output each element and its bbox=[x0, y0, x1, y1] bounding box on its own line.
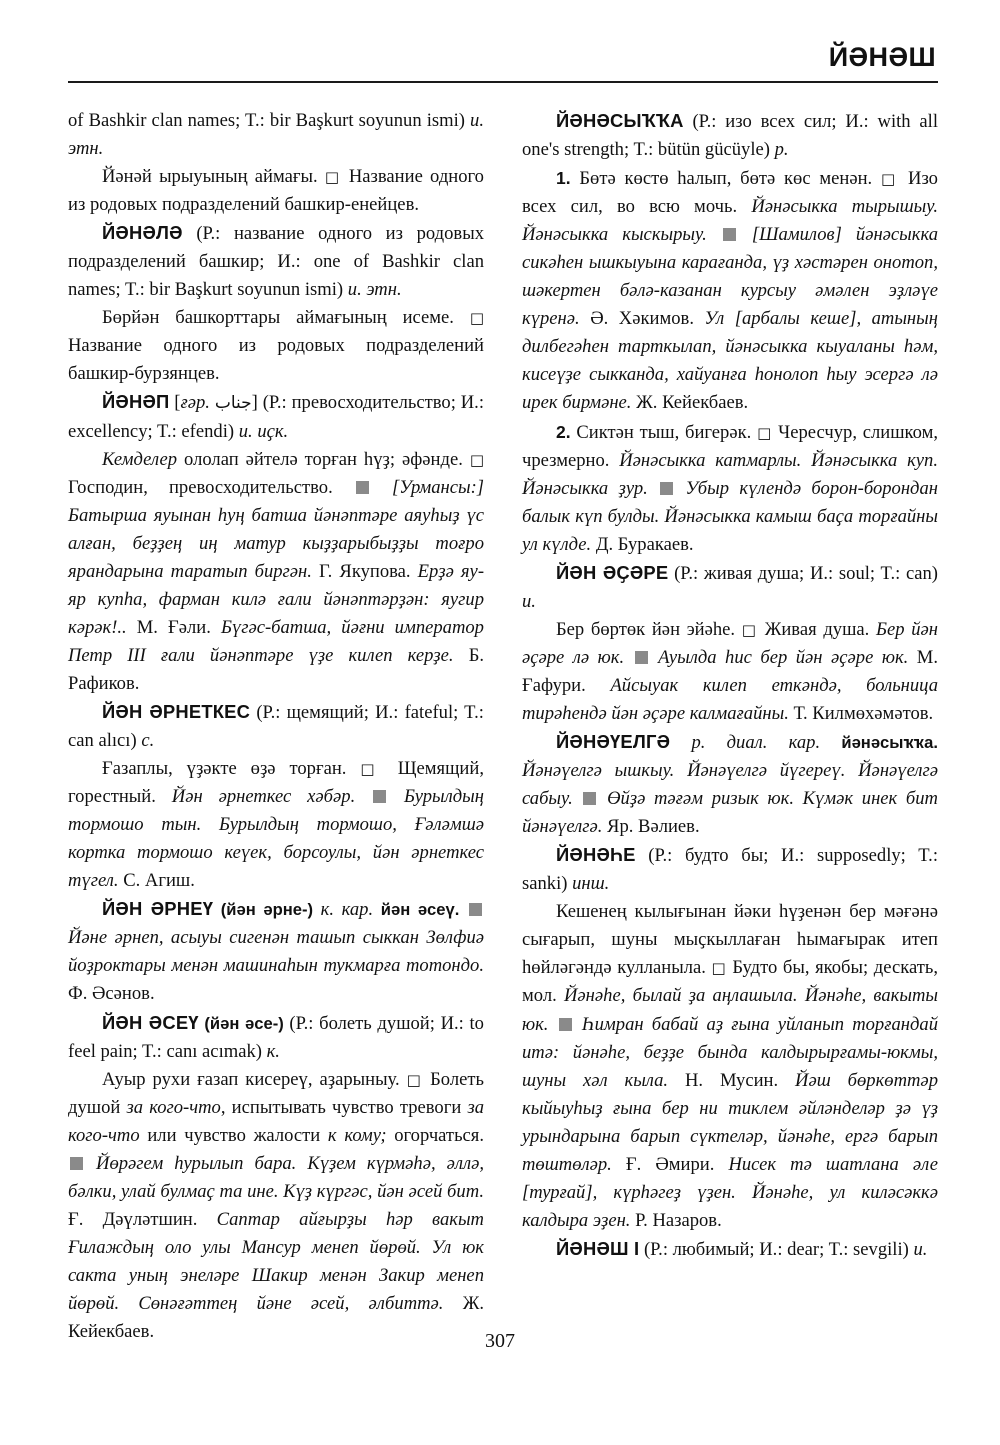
running-head: ЙӘНӘШ bbox=[828, 42, 936, 72]
citation-source: Б. Рафиков. bbox=[68, 644, 485, 694]
citation-source: М. Ғәли. bbox=[136, 616, 211, 638]
entry-yanash-1 bbox=[522, 1235, 938, 1264]
sense-number: 1. bbox=[556, 168, 571, 189]
definition-russian: Название одного из родовых подразделений башкир-бурзянцев. bbox=[68, 335, 484, 385]
headword-stem: (йән әрне-) bbox=[220, 900, 314, 920]
definition-russian-italic: за кого-что bbox=[126, 1096, 221, 1118]
pos-label: р. диал. кар. bbox=[691, 732, 821, 754]
open-square-marker-icon: □ bbox=[757, 423, 773, 442]
filled-square-marker-icon bbox=[356, 481, 369, 494]
headword: ЙӘНӘҺЕ bbox=[556, 844, 636, 866]
page-number: 307 bbox=[485, 1330, 515, 1352]
citation-source: М. Ғафури. bbox=[522, 646, 938, 696]
usage-example: Йән әрнеткес хәбәр. bbox=[171, 786, 356, 808]
sense-number: 2. bbox=[556, 421, 571, 442]
entry-yan-aseu-definition bbox=[68, 1066, 484, 1346]
entry-yan-arney bbox=[68, 895, 484, 1008]
two-column-body bbox=[68, 107, 938, 1346]
filled-square-marker-icon bbox=[583, 792, 596, 805]
definition-russian: Щемящий, горестный. bbox=[68, 758, 484, 808]
citation-text: Ул [арбалы кеше], атының дилбегәһен тарткылап, йәнәсыкка кыуаланы һәм, кисеүҙе сыкканда, хайуанға һонолоп һыу эсергә лә ирек бирмәне. bbox=[522, 308, 938, 414]
citation-source: Ж. Кейекбаев. bbox=[636, 392, 749, 414]
citation-text: Нисек тә шатлана әле [турғай], күрһәгеҙ үҙен. Йәнәһе, ул киләсәккә калдыра эҙен. bbox=[522, 1153, 938, 1231]
citation-source: Р. Назаров. bbox=[635, 1209, 722, 1231]
open-square-marker-icon: □ bbox=[880, 170, 900, 189]
entry-yanasykka-sense-2 bbox=[522, 418, 938, 559]
citation-text: Өйҙә тәғәм ризык юк. Күмәк инек бит йәнәүелгә. bbox=[522, 788, 938, 838]
entry-yanahe-definition bbox=[522, 898, 938, 1235]
definition-russian: Изо всех сил, во всю мочь. bbox=[522, 168, 938, 218]
citation-text: Йөрәгем һурылып бара. Күҙем күрмәһә, әллә, бәлки, улай булмаҫ та ине. Күҙ күргәс, йән әсей бит. bbox=[68, 1152, 484, 1202]
headword: ЙӘНӘШ I bbox=[556, 1237, 640, 1259]
filled-square-marker-icon bbox=[469, 903, 482, 916]
gloss: (Р.: изо всех сил; И.: with all one's strength; T.: bütün gücüyle) bbox=[522, 111, 938, 161]
citation-source: Яр. Вәлиев. bbox=[607, 816, 700, 838]
entry-yanap-head bbox=[68, 388, 484, 445]
definition-russian-part: огорчаться. bbox=[386, 1124, 484, 1146]
entry-yan-asare-definition bbox=[522, 616, 938, 728]
entry-continuation-gloss bbox=[68, 107, 484, 163]
definition-bashkir: Ауыр рухи ғазап кисереү, аҙарыныу. bbox=[102, 1068, 400, 1090]
definition-bashkir: Бөрйән башкорттары аймағының исеме. bbox=[102, 307, 454, 329]
citation-text: Йәш бөркөттәр кыйыуһыҙ ғына бер ни тиклем әйләнделәр ҙә үҙ урындарына барып сүктеләр, йәнәһе, ергә барып төштөләр. bbox=[522, 1069, 938, 1175]
gloss: (Р.: болеть душой; И.: to feel pain; T.: canı acımak) bbox=[68, 1012, 484, 1062]
definition-russian-italic: к кому; bbox=[327, 1124, 387, 1146]
citation-text: Саптар айғырҙы һәр вакыт Ғилаждың оло улы Мансур менеп йөрөй. Ул юк сакта уның энеләре Шакир менән Закир менеп йөрөй. Сөнәғәттең йәне әсей, әлбиттә. bbox=[68, 1208, 484, 1314]
gloss: (Р.: будто бы; И.: supposedly; T.: sanki) bbox=[522, 845, 938, 895]
open-square-marker-icon: □ bbox=[324, 168, 342, 187]
cross-reference[interactable]: йән әсеү. bbox=[380, 900, 460, 920]
entry-yan-asare-head bbox=[522, 559, 938, 616]
open-square-marker-icon: □ bbox=[469, 309, 484, 328]
citation-text: Ауылда һис бер йән әҫәре юк. bbox=[658, 646, 909, 668]
definition-keyword: Кемделер bbox=[102, 448, 178, 470]
pos-label: р. bbox=[774, 139, 789, 161]
entry-yanap-definition bbox=[68, 446, 484, 698]
gloss: (Р.: название одного из родовых подразделений башкир; И.: one of Bashkir clan names; T.: bir Başkurt soyunun ismi) bbox=[68, 223, 484, 301]
gloss-tail: of Bashkir clan names; T.: bir Başkurt soyunun ismi) bbox=[68, 110, 471, 131]
entry-definition bbox=[68, 163, 484, 219]
filled-square-marker-icon bbox=[559, 1018, 572, 1031]
usage-example: Йәнәһе, былай ҙа аңлашыла. Йәнәһе, вакыты юк. bbox=[522, 985, 938, 1035]
entry-yan-arnetkes-head bbox=[68, 698, 484, 755]
gloss: (Р.: щемящий; И.: fateful; T.: can alıcı) bbox=[68, 701, 484, 752]
gloss: (Р.: превосходительство; И.: excellency; T.: efendi) bbox=[68, 392, 484, 442]
etymology-open: [ bbox=[174, 392, 181, 414]
definition-russian: Господин, превосходительство. bbox=[68, 476, 333, 498]
definition-bashkir: ололап әйтелә торған һүҙ; әфәнде. bbox=[177, 448, 463, 470]
entry-yanahe-head bbox=[522, 841, 938, 898]
citation-source: Т. Килмөхәмәтов. bbox=[793, 702, 934, 724]
pos-label: к. bbox=[266, 1040, 280, 1062]
definition-russian-part: , испытывать чувство тревоги bbox=[220, 1096, 468, 1118]
entry-yanala-definition bbox=[68, 304, 484, 388]
headword: ЙӘНӘСЫҠҠА bbox=[556, 110, 684, 131]
pos-label: инш. bbox=[572, 873, 610, 895]
citation-source: Д. Буракаев. bbox=[595, 533, 694, 555]
definition-bashkir: Ғазаплы, үҙәкте өҙә торған. bbox=[102, 758, 347, 780]
pos-label: и. этн. bbox=[68, 110, 484, 160]
etymology-arabic-script: جناب bbox=[214, 393, 252, 414]
definition-russian: Название одного из родовых подразделений башкир-енейцев. bbox=[68, 166, 484, 216]
pos-label: к. кар. bbox=[320, 899, 374, 921]
entry-yan-arnetkes-definition bbox=[68, 755, 484, 895]
pos-label: с. bbox=[141, 730, 155, 752]
citation-text: Бурылдың тормошо тын. Бурылдың тормошо, Ғәләмшә кортка тормошо кеүек, борсоулы, йән әрнеткес түгел. bbox=[68, 786, 484, 892]
filled-square-marker-icon bbox=[723, 228, 736, 241]
entry-yanasykka-head bbox=[522, 107, 938, 164]
headword: ЙӘН ӘРНЕҮ bbox=[102, 898, 214, 920]
definition-russian: Живая душа. bbox=[764, 618, 870, 640]
headword: ЙӘНӘҮЕЛГӘ bbox=[556, 731, 671, 753]
gloss: (Р.: любимый; И.: dear; T.: sevgili) bbox=[643, 1238, 909, 1260]
open-square-marker-icon: □ bbox=[360, 760, 384, 779]
definition-bashkir: Сиктән тыш, бигерәк. bbox=[576, 421, 752, 443]
definition-russian-part: Болеть душой bbox=[68, 1068, 484, 1118]
headword: ЙӘН ӘСЕҮ bbox=[102, 1011, 199, 1033]
citation-text: Бүгәс-батша, йәғни император Петр III ғали йәнәптәре үҙе килеп керҙе. bbox=[68, 616, 484, 666]
pos-label: и. bbox=[913, 1238, 928, 1260]
open-square-marker-icon: □ bbox=[741, 620, 758, 639]
open-square-marker-icon: □ bbox=[469, 450, 484, 469]
pos-label: и. этн. bbox=[347, 279, 402, 301]
open-square-marker-icon: □ bbox=[711, 959, 727, 978]
left-column bbox=[68, 107, 484, 1346]
pos-label: и. bbox=[522, 590, 536, 612]
filled-square-marker-icon bbox=[70, 1157, 83, 1170]
definition-bashkir: Бер бөртөк йән эйәһе. bbox=[556, 618, 736, 640]
headword: ЙӘНӘЛӘ bbox=[102, 222, 183, 244]
definition-bashkir: Йәнәй ырыуының аймағы. bbox=[102, 166, 318, 188]
gloss: (Р.: живая душа; И.: soul; T.: can) bbox=[674, 562, 938, 584]
citation-text: Ерҙә яу-яр купһа, фарман килә ғали йәнәптәрҙән: яугир кәрәк!.. bbox=[68, 560, 485, 638]
citation-source: С. Агиш. bbox=[123, 870, 195, 892]
citation-text: [Шамилов] йәнәсыкка сикәһен ышкыуына карағанда, үҙ хәстәрен онотоп, шәкертен бәлә-казанан курсыу әмәлен эҙләүе күренә. bbox=[522, 224, 938, 330]
filled-square-marker-icon bbox=[635, 651, 648, 664]
definition-bashkir: Бөтә көстө һалып, бөтә көс менән. bbox=[579, 168, 873, 190]
entry-yanasykka-sense-1 bbox=[522, 164, 938, 417]
citation-source: Ж. Кейекбаев. bbox=[68, 1292, 484, 1343]
citation-text: Һимран бабай аҙ ғына уйланып торғандай итә: йәнәһе, беҙҙе бында калдырырғамы-юкмы, шуны хәл кыла. bbox=[522, 1013, 939, 1091]
headword: ЙӘН ӘРНЕТКЕС bbox=[102, 700, 251, 722]
right-column bbox=[522, 107, 938, 1264]
definition-russian-italic: за кого-что bbox=[68, 1096, 484, 1146]
filled-square-marker-icon bbox=[373, 790, 386, 803]
citation-source: Н. Мусин. bbox=[684, 1069, 779, 1091]
definition-russian: Чересчур, слишком, чрезмерно. bbox=[522, 421, 938, 471]
pos-label: и. иҫк. bbox=[238, 420, 289, 442]
usage-example: Йәнәсыкка катмарлы. Йәнәсыкка куп. Йәнәсыкка ҙур. bbox=[522, 449, 938, 499]
headword: ЙӘН ӘҪӘРЕ bbox=[556, 561, 669, 583]
citation-source: Ғ. Дәүләтшин. bbox=[68, 1208, 198, 1230]
definition-russian-part: или чувство жалости bbox=[139, 1124, 328, 1146]
headword: ЙӘНӘП bbox=[102, 391, 170, 413]
definition-bashkir: Кешенең кылығынан йәки һүҙенән бер мәғәнә сығарып, шуны мыҫкыллаған һымағырак итеп һөйләгәндә кулланыла. bbox=[522, 901, 938, 979]
usage-example: Бер йән әҫәре лә юк. bbox=[522, 618, 938, 668]
usage-example: Йәнәсыкка тырышыу. Йәнәсыкка кыскырыу. bbox=[522, 196, 938, 246]
usage-example: Йәнәүелгә ышкыу. Йәнәүелгә йүгереү. Йәнәүелгә сабыу. bbox=[522, 760, 938, 810]
citation-source: Г. Якупова. bbox=[319, 560, 411, 582]
citation-source: Ғ. Әмири. bbox=[625, 1153, 715, 1175]
entry-yanayelga bbox=[522, 728, 938, 841]
etymology-close: ] bbox=[251, 392, 258, 414]
open-square-marker-icon: □ bbox=[406, 1070, 424, 1089]
citation-text: Айсыуак килеп еткәндә, больница тирәһендә йән әҫәре калмағайны. bbox=[522, 674, 939, 724]
entry-yanala-head bbox=[68, 219, 484, 304]
header-rule bbox=[68, 81, 938, 83]
citation-source: Ә. Хәкимов. bbox=[590, 308, 694, 330]
citation-text: Убыр күлендә борон-борондан балык күп булды. Йәнәсыкка камыш баҫа торғайны ул күлде. bbox=[522, 477, 938, 555]
etymology-language: ғәр. bbox=[180, 392, 210, 414]
citation-source: Ф. Әсәнов. bbox=[68, 983, 155, 1005]
definition-russian: Будто бы, якобы; дескать, мол. bbox=[522, 957, 938, 1007]
entry-yan-aseu-head bbox=[68, 1009, 484, 1066]
filled-square-marker-icon bbox=[660, 482, 673, 495]
headword-stem: (йән әсе-) bbox=[204, 1013, 284, 1033]
cross-reference[interactable]: йәнәсыҡҡа. bbox=[841, 733, 938, 753]
citation-text: Йәне әрнеп, асыуы сигенән ташып сыккан Зөлфиә йоҙроктары менән машинаһын тукмарға тотондо. bbox=[68, 927, 484, 977]
citation-text: [Урмансы:] Батырша яуынан һуң батша йәнәптәре аяуһыҙ үс алған, беҙҙең иң матур кыҙҙарыбыҙҙы тоғро ярандарына таратып биргән. bbox=[68, 476, 485, 582]
